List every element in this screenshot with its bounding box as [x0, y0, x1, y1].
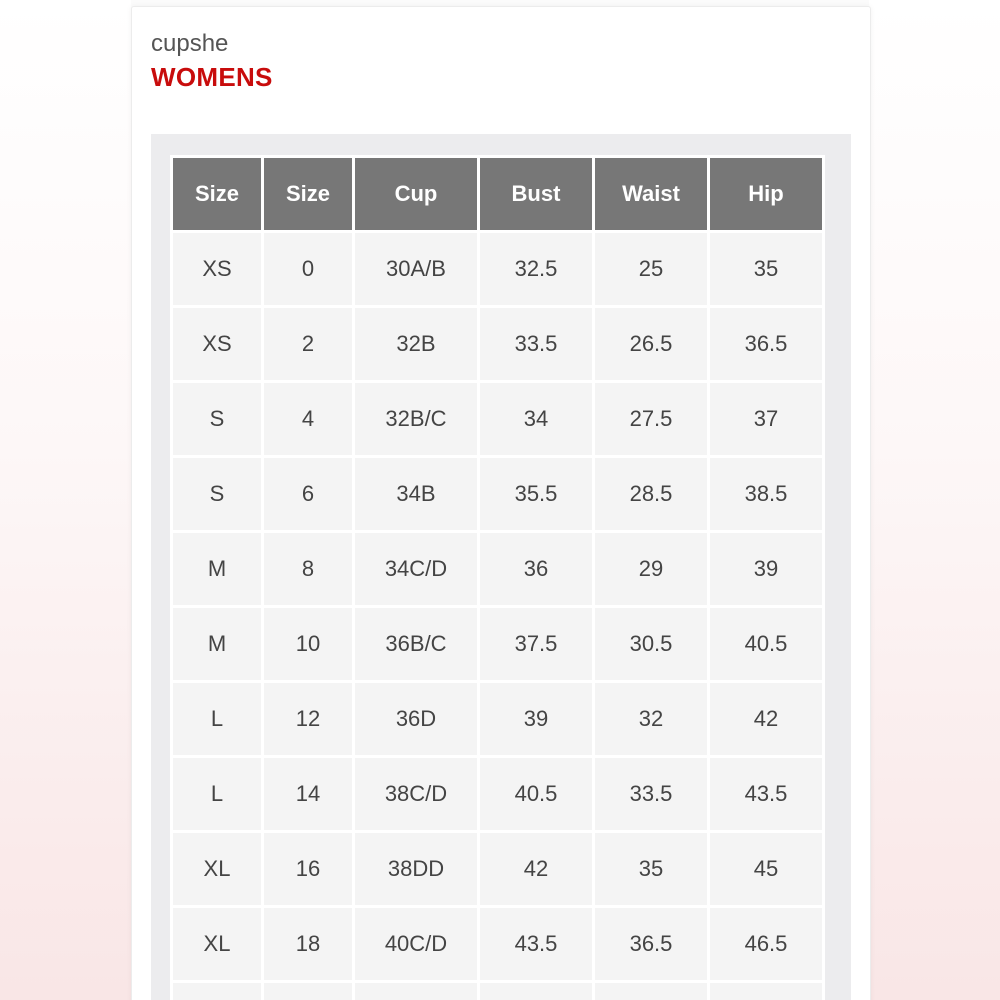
table-row — [173, 908, 822, 980]
column-header-cup: Cup — [355, 158, 477, 230]
column-header-hip: Hip — [710, 158, 822, 230]
table-cell: 27.5 — [595, 383, 707, 455]
table-cell: S — [173, 383, 261, 455]
table-cell: 33.5 — [480, 308, 592, 380]
table-cell: M — [173, 608, 261, 680]
table-cell: 8 — [264, 533, 352, 605]
table-cell: M — [173, 533, 261, 605]
column-header-waist: Waist — [595, 158, 707, 230]
table-cell: 39 — [710, 533, 822, 605]
column-header-bust: Bust — [480, 158, 592, 230]
table-row — [173, 683, 822, 755]
table-cell: 25 — [595, 233, 707, 305]
table-header-row — [173, 158, 822, 230]
table-cell: 42 — [710, 683, 822, 755]
table-cell: 18 — [264, 908, 352, 980]
table-cell: 34C/D — [355, 533, 477, 605]
table-cell: 34 — [480, 383, 592, 455]
table-cell: 16 — [264, 833, 352, 905]
table-row — [173, 833, 822, 905]
table-cell: 35.5 — [480, 458, 592, 530]
table-cell: 36B/C — [355, 608, 477, 680]
table-cell: 38DD — [355, 833, 477, 905]
table-cell — [480, 983, 592, 1000]
table-cell: 30A/B — [355, 233, 477, 305]
table-cell: 10 — [264, 608, 352, 680]
table-cell: 36 — [480, 533, 592, 605]
table-cell: 28.5 — [595, 458, 707, 530]
column-header-size-number: Size — [264, 158, 352, 230]
table-cell: 35 — [595, 833, 707, 905]
table-cell: 32B — [355, 308, 477, 380]
table-cell: 29 — [595, 533, 707, 605]
size-table — [170, 155, 825, 1000]
table-cell: 14 — [264, 758, 352, 830]
table-cell — [710, 983, 822, 1000]
table-cell: 6 — [264, 458, 352, 530]
table-row — [173, 983, 822, 1000]
page-background-left — [0, 0, 131, 1000]
table-cell: 38C/D — [355, 758, 477, 830]
table-cell: 43.5 — [710, 758, 822, 830]
size-table-container — [151, 134, 851, 1000]
table-cell: 33.5 — [595, 758, 707, 830]
table-row — [173, 383, 822, 455]
table-cell: 12 — [264, 683, 352, 755]
table-cell — [595, 983, 707, 1000]
table-cell: 30.5 — [595, 608, 707, 680]
table-cell: 32.5 — [480, 233, 592, 305]
table-cell: 34B — [355, 458, 477, 530]
table-cell: 37.5 — [480, 608, 592, 680]
table-cell — [173, 983, 261, 1000]
table-cell: 38.5 — [710, 458, 822, 530]
column-header-size-letter: Size — [173, 158, 261, 230]
table-cell: 40C/D — [355, 908, 477, 980]
table-cell: 2 — [264, 308, 352, 380]
table-cell: 39 — [480, 683, 592, 755]
table-cell — [355, 983, 477, 1000]
table-cell: 42 — [480, 833, 592, 905]
table-cell: XL — [173, 908, 261, 980]
page-background-right — [869, 0, 1000, 1000]
table-cell: 36.5 — [595, 908, 707, 980]
table-row — [173, 458, 822, 530]
table-cell: 40.5 — [480, 758, 592, 830]
table-cell: 4 — [264, 383, 352, 455]
table-cell: 32 — [595, 683, 707, 755]
table-cell: 45 — [710, 833, 822, 905]
table-cell: S — [173, 458, 261, 530]
table-row — [173, 608, 822, 680]
brand-name: cupshe — [151, 30, 229, 57]
table-cell: 35 — [710, 233, 822, 305]
table-cell: XS — [173, 308, 261, 380]
table-row — [173, 308, 822, 380]
table-cell: 40.5 — [710, 608, 822, 680]
table-cell: L — [173, 758, 261, 830]
table-cell: 37 — [710, 383, 822, 455]
table-cell: 0 — [264, 233, 352, 305]
table-cell: XS — [173, 233, 261, 305]
table-cell: L — [173, 683, 261, 755]
table-cell: 26.5 — [595, 308, 707, 380]
table-cell: 46.5 — [710, 908, 822, 980]
section-title: WOMENS — [151, 62, 273, 92]
table-cell: 36.5 — [710, 308, 822, 380]
table-row — [173, 233, 822, 305]
table-cell — [264, 983, 352, 1000]
table-cell: XL — [173, 833, 261, 905]
table-row — [173, 533, 822, 605]
table-cell: 32B/C — [355, 383, 477, 455]
table-cell: 43.5 — [480, 908, 592, 980]
table-row — [173, 758, 822, 830]
size-chart-card — [131, 6, 871, 1000]
table-cell: 36D — [355, 683, 477, 755]
